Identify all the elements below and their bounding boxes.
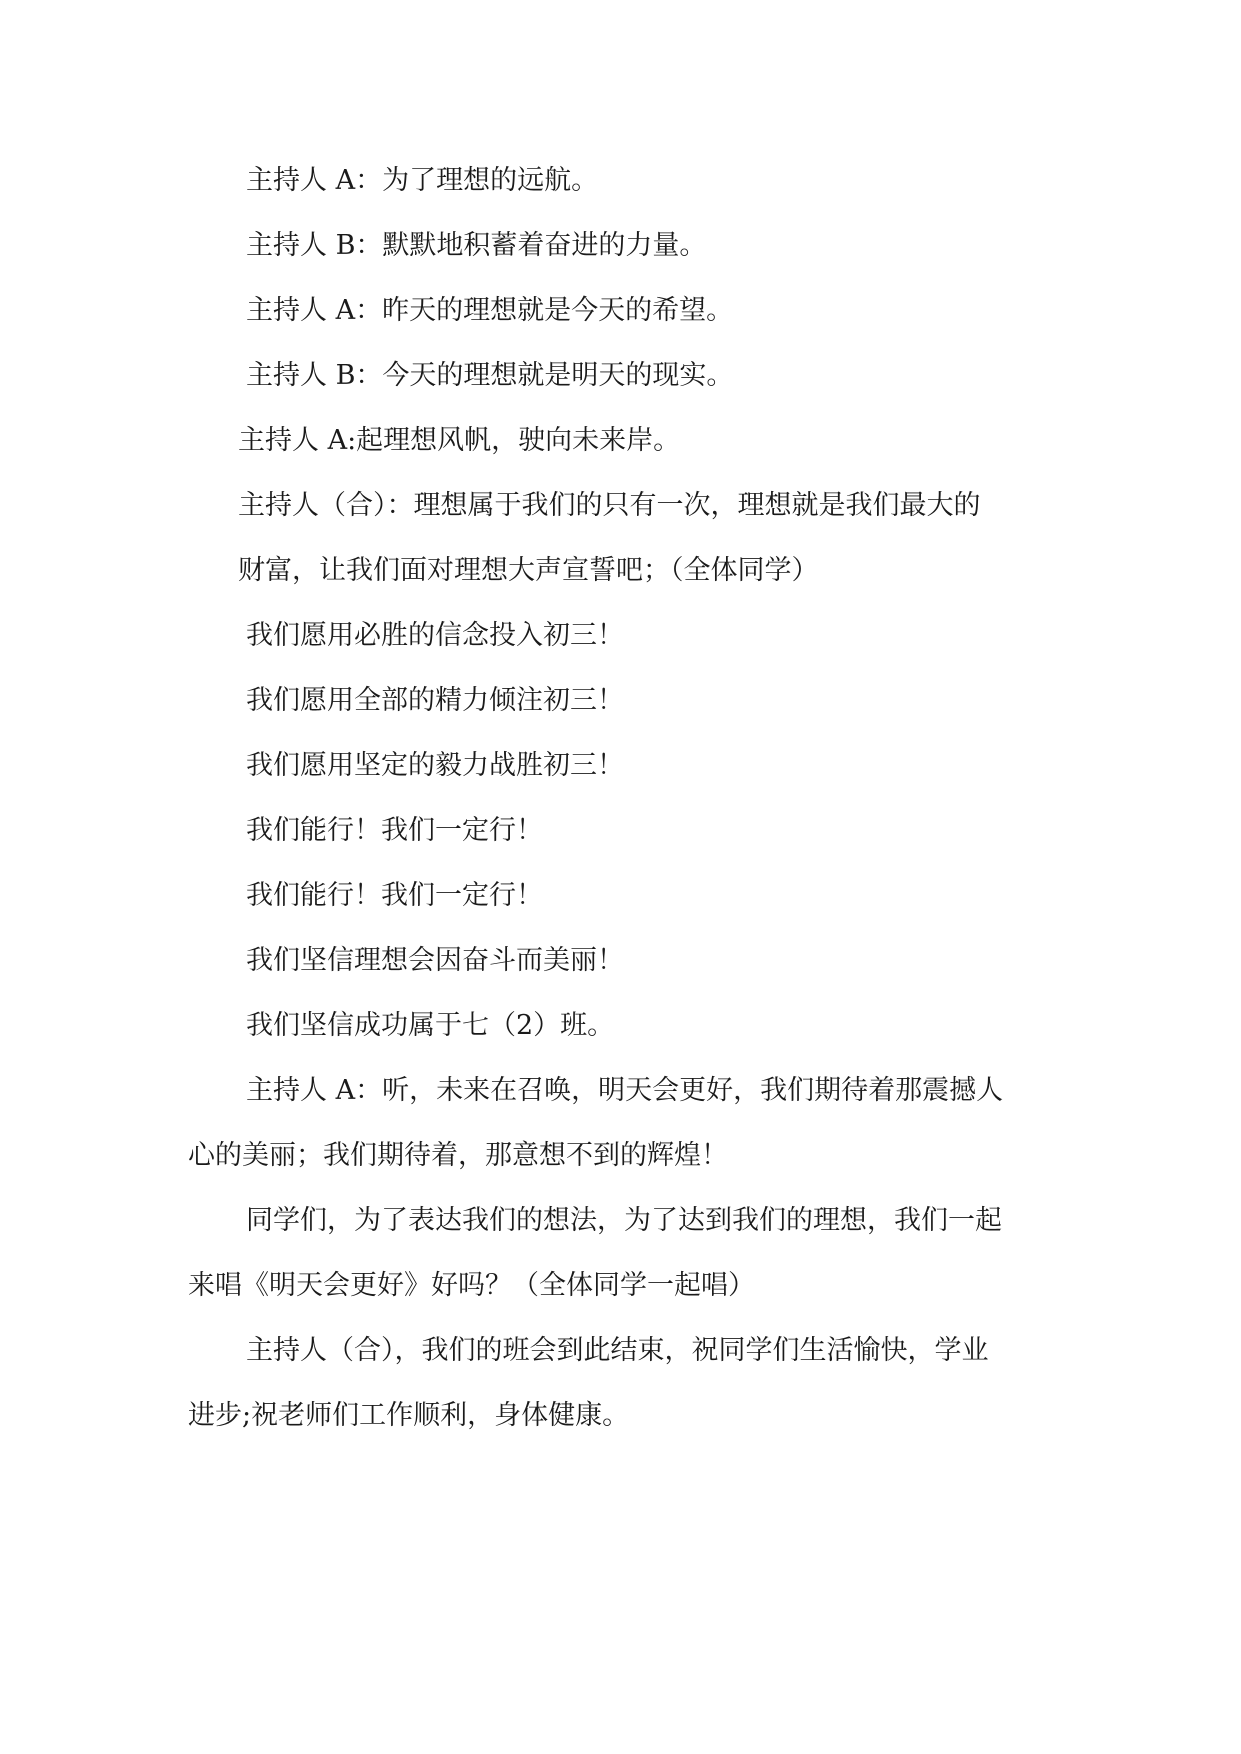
text-line: 我们能行！我们一定行！ bbox=[246, 815, 543, 846]
text-line: 我们愿用坚定的毅力战胜初三！ bbox=[246, 750, 624, 781]
text-line: 我们愿用全部的精力倾注初三！ bbox=[246, 685, 624, 716]
text-line: 主持人（合）：理想属于我们的只有一次，理想就是我们最大的 bbox=[238, 490, 981, 521]
text-line: 主持人（合），我们的班会到此结束，祝同学们生活愉快，学业 bbox=[246, 1335, 989, 1366]
text-line: 主持人 A:起理想风帆，驶向未来岸。 bbox=[238, 425, 681, 456]
text-line: 主持人 A：为了理想的远航。 bbox=[246, 165, 599, 196]
document-body bbox=[188, 155, 1068, 1455]
text-line: 同学们，为了表达我们的想法，为了达到我们的理想，我们一起 bbox=[246, 1205, 1002, 1236]
text-line: 进步;祝老师们工作顺利，身体健康。 bbox=[188, 1400, 630, 1431]
text-line: 来唱《明天会更好》好吗？（全体同学一起唱） bbox=[188, 1270, 755, 1301]
text-line: 主持人 A：听，未来在召唤，明天会更好，我们期待着那震撼人 bbox=[246, 1075, 1004, 1106]
text-line: 主持人 B：默默地积蓄着奋进的力量。 bbox=[246, 230, 707, 261]
text-line: 主持人 B：今天的理想就是明天的现实。 bbox=[246, 360, 734, 391]
text-line: 主持人 A：昨天的理想就是今天的希望。 bbox=[246, 295, 734, 326]
text-line: 我们能行！我们一定行！ bbox=[246, 880, 543, 911]
text-line: 我们坚信理想会因奋斗而美丽！ bbox=[246, 945, 624, 976]
text-line: 我们愿用必胜的信念投入初三！ bbox=[246, 620, 624, 651]
text-line: 我们坚信成功属于七（2）班。 bbox=[246, 1010, 615, 1041]
text-line: 财富，让我们面对理想大声宣誓吧；（全体同学） bbox=[238, 555, 819, 586]
text-line: 心的美丽；我们期待着，那意想不到的辉煌！ bbox=[188, 1140, 728, 1171]
